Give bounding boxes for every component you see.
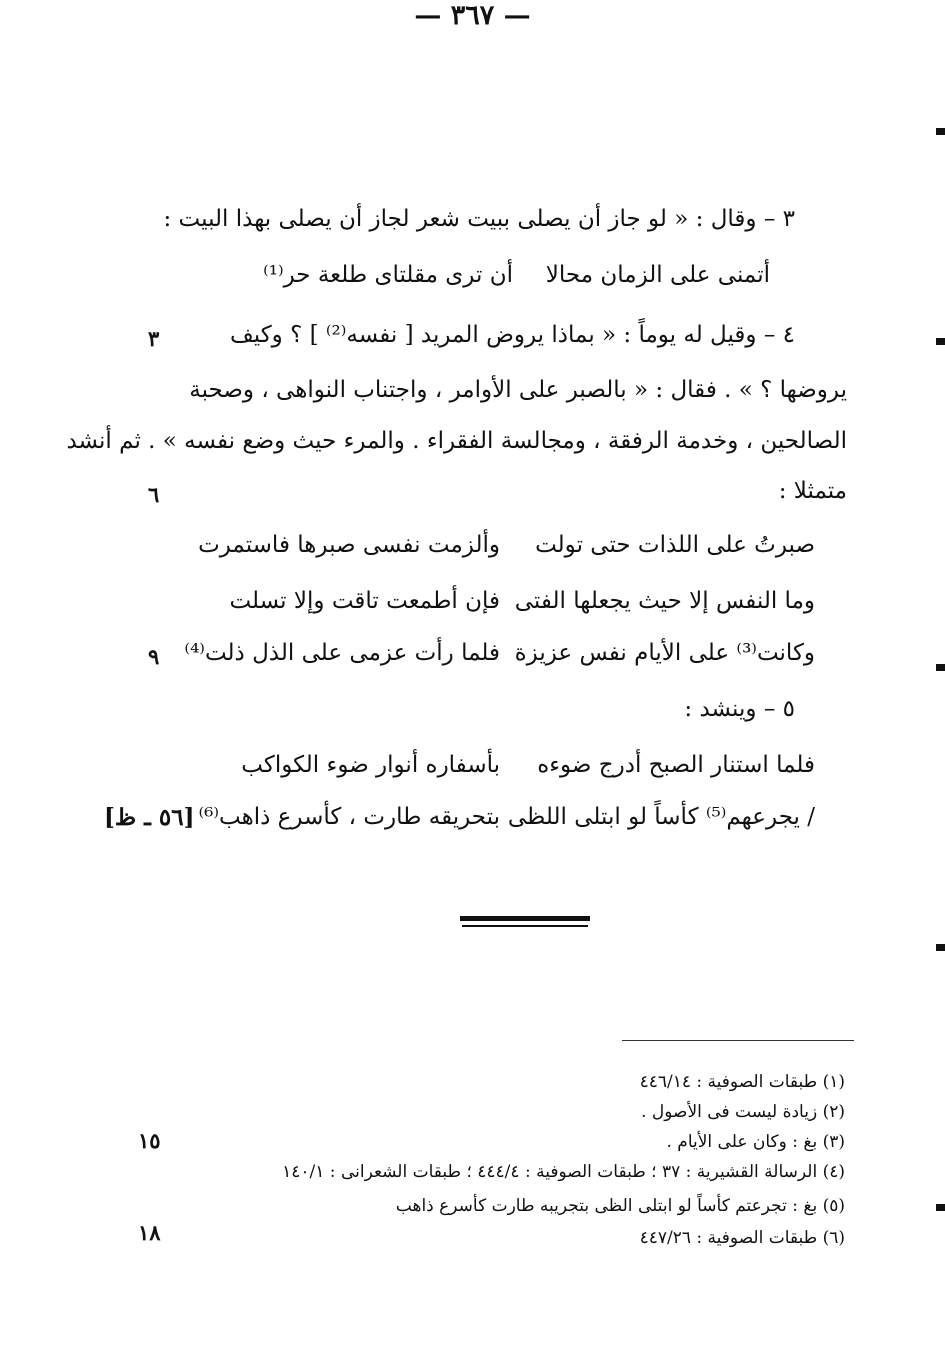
paragraph-line: يروضها ؟ » . فقال : « بالصبر على الأوامر ، واجتناب النواهى ، وصحبة	[189, 377, 847, 403]
footnote: (٢) زيادة ليست فى الأصول .	[641, 1102, 845, 1122]
folio-mark: [٥٦ ـ ظ]	[104, 804, 195, 831]
verse-hemistich-left: أن ترى مقلتاى طلعة حر⁽¹⁾	[263, 262, 513, 288]
margin-line-number: ٦	[148, 482, 160, 507]
margin-line-number: ٩	[148, 644, 160, 669]
margin-line-number: ٣	[148, 326, 160, 351]
footnote: (٦) طبقات الصوفية : ٤٤٧/٢٦	[639, 1228, 845, 1248]
paragraph-line: ٥ – وينشد :	[684, 696, 795, 722]
section-divider	[460, 916, 590, 921]
footnote-separator	[622, 1040, 854, 1041]
paragraph-line: ٣ – وقال : « لو جاز أن يصلى ببيت شعر لجاز أن يصلى بهذا البيت :	[163, 206, 795, 232]
footnote: (٤) الرسالة القشيرية : ٣٧ ؛ طبقات الصوفية : ٤٤٤/٤ ؛ طبقات الشعرانى : ١٤٠/١	[282, 1162, 845, 1182]
verse-hemistich-left: وألزمت نفسى صبرها فاستمرت	[198, 532, 500, 558]
verse-hemistich-right: أتمنى على الزمان محالا	[545, 262, 770, 288]
verse-hemistich-right: / يجرعهم⁽⁵⁾ كأساً لو ابتلى اللظى	[507, 804, 815, 830]
verse-hemistich-left: بأسفاره أنوار ضوء الكواكب	[241, 752, 500, 778]
paragraph-line: الصالحين ، وخدمة الرفقة ، ومجالسة الفقراء . والمرء حيث وضع نفسه » . ثم أنشد	[66, 428, 847, 454]
margin-line-number: ١٨	[138, 1220, 161, 1245]
paragraph-line: متمثلا :	[778, 478, 847, 504]
section-divider	[462, 925, 588, 927]
paragraph-line: ٤ – وقيل له يوماً : « بماذا يروض المريد [ نفسه⁽²⁾ ] ؟ وكيف	[229, 322, 795, 348]
scan-edge-mark	[936, 128, 945, 135]
scan-edge-mark	[936, 664, 945, 671]
page-number: — ٣٦٧ —	[414, 0, 531, 31]
verse-hemistich-right: صبرتُ على اللذات حتى تولت	[535, 532, 815, 558]
margin-line-number: ١٥	[138, 1128, 161, 1153]
footnote: (٣) بغ : وكان على الأيام .	[666, 1132, 845, 1152]
scan-edge-mark	[936, 1204, 945, 1211]
verse-hemistich-left: فإن أطمعت تاقت وإلا تسلت	[229, 588, 500, 614]
footnote: (٥) بغ : تجرعتم كأساً لو ابتلى الظى بتجريبه طارت كأسرع ذاهب	[395, 1196, 845, 1216]
scan-edge-mark	[936, 338, 945, 345]
footnote: (١) طبقات الصوفية : ٤٤٦/١٤	[639, 1072, 845, 1092]
verse-hemistich-left: فلما رأت عزمى على الذل ذلت⁽⁴⁾	[184, 640, 500, 666]
verse-hemistich-right: فلما استنار الصبح أدرج ضوءه	[537, 752, 815, 778]
scan-edge-mark	[936, 944, 945, 951]
verse-hemistich-right: وما النفس إلا حيث يجعلها الفتى	[514, 588, 815, 614]
verse-hemistich-right: وكانت⁽³⁾ على الأيام نفس عزيزة	[514, 640, 815, 666]
verse-hemistich-left: بتحريقه طارت ، كأسرع ذاهب⁽⁶⁾	[198, 804, 500, 830]
